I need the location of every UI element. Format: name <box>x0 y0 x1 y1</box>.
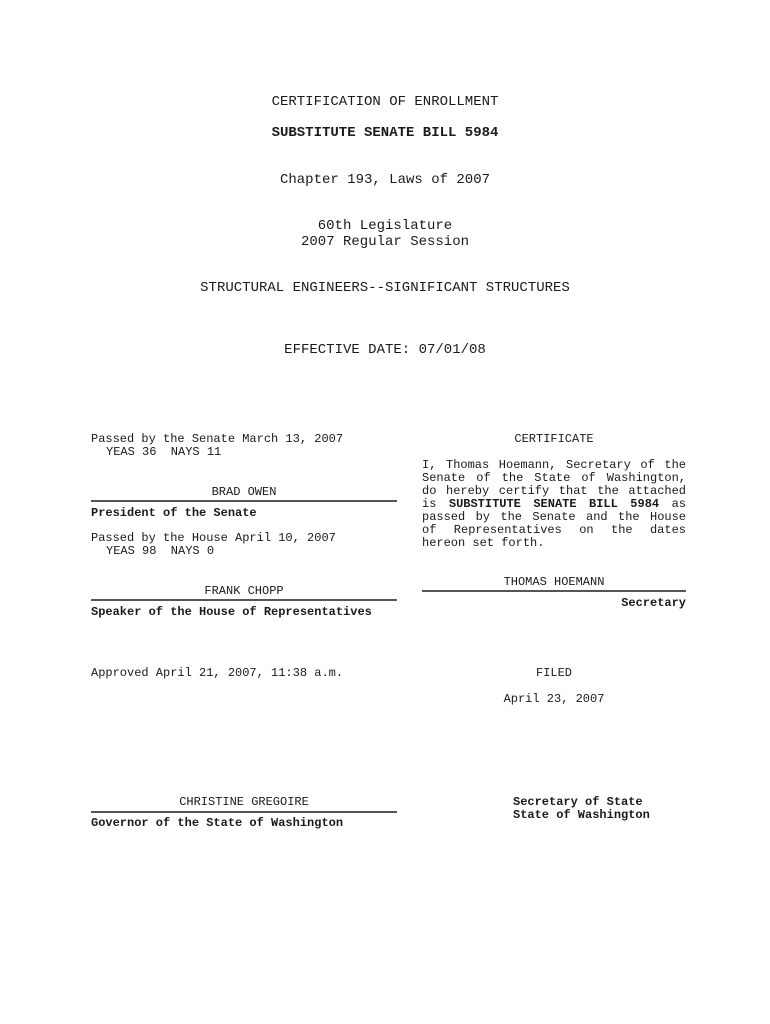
signature-line <box>91 500 397 502</box>
signature-line <box>91 599 397 601</box>
secretary-name: THOMAS HOEMANN <box>503 575 605 589</box>
governor-title: Governor of the State of Washington <box>91 816 344 830</box>
certificate-bill-ref: SUBSTITUTE SENATE BILL 5984 <box>448 497 660 511</box>
certification-heading: CERTIFICATION OF ENROLLMENT <box>271 94 499 110</box>
bill-title: SUBSTITUTE SENATE BILL 5984 <box>271 125 499 141</box>
legislature-line: 60th Legislature <box>317 218 453 234</box>
senate-president-name: BRAD OWEN <box>211 485 277 499</box>
senate-votes: YEAS 36 NAYS 11 <box>106 445 222 459</box>
effective-date: EFFECTIVE DATE: 07/01/08 <box>284 342 486 358</box>
certificate-text <box>422 459 686 550</box>
approved-line: Approved April 21, 2007, 11:38 a.m. <box>91 666 344 680</box>
secretary-of-state-title: Secretary of State <box>513 795 643 809</box>
signature-line <box>422 590 686 592</box>
certificate-text-part2: as passed by the Senate and the House of Representatives on the dates hereon set forth. <box>422 497 686 550</box>
state-of-washington: State of Washington <box>513 808 650 822</box>
speaker-name: FRANK CHOPP <box>204 584 284 598</box>
speaker-title: Speaker of the House of Representatives <box>91 605 372 619</box>
subject-line: STRUCTURAL ENGINEERS--SIGNIFICANT STRUCTURES <box>200 280 570 296</box>
house-votes: YEAS 98 NAYS 0 <box>106 544 215 558</box>
filed-heading: FILED <box>535 666 572 680</box>
chapter-line: Chapter 193, Laws of 2007 <box>279 172 491 188</box>
governor-name: CHRISTINE GREGOIRE <box>179 795 309 809</box>
senate-passed: Passed by the Senate March 13, 2007 <box>91 432 344 446</box>
signature-line <box>91 811 397 813</box>
certificate-heading: CERTIFICATE <box>514 432 594 446</box>
certificate-text-part1: I, Thomas Hoemann, Secretary of the Senate of the State of Washington, do hereby certify that the attached is <box>422 458 686 511</box>
senate-president-title: President of the Senate <box>91 506 257 520</box>
secretary-title: Secretary <box>621 596 686 610</box>
house-passed: Passed by the House April 10, 2007 <box>91 531 336 545</box>
session-line: 2007 Regular Session <box>300 234 470 250</box>
filed-date: April 23, 2007 <box>503 692 605 706</box>
